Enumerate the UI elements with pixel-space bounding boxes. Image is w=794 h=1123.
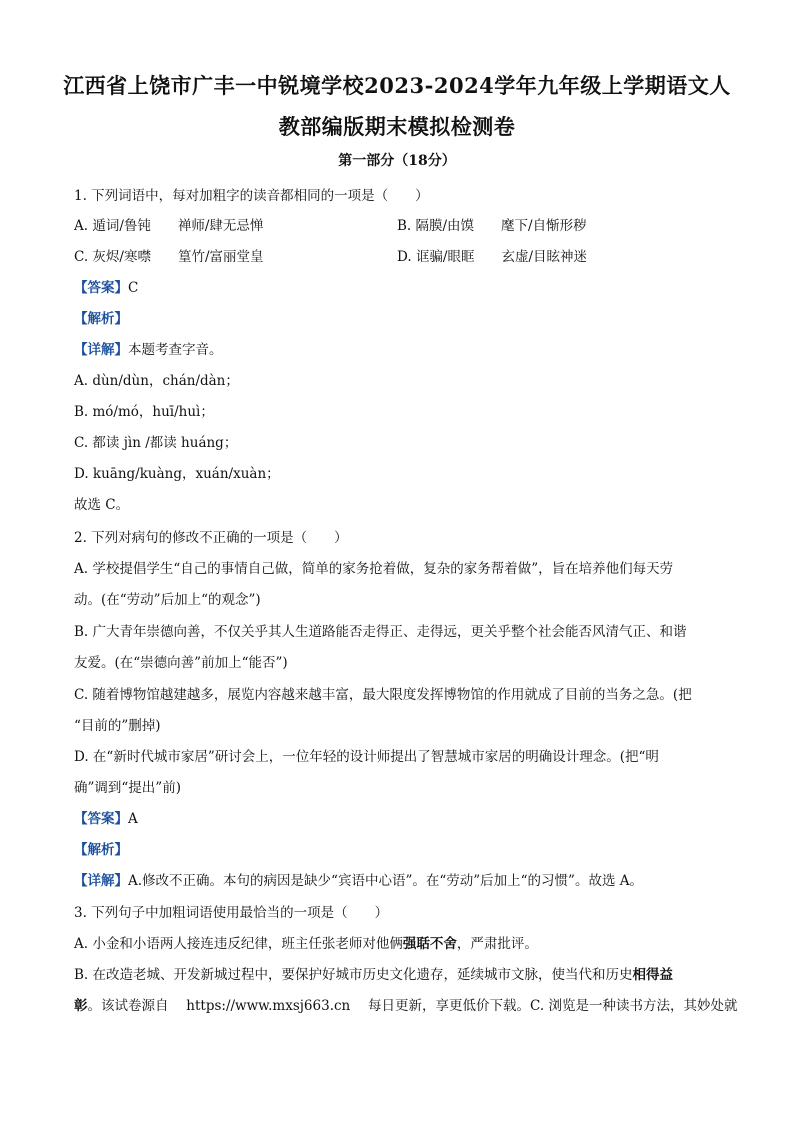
q2-answer	[74, 807, 138, 827]
detail-label: 【详解】	[74, 873, 128, 889]
q2-analysis-label: 【解析】	[74, 842, 128, 858]
q1-option-b: B. 隔膜/由馍 麾下/自惭形秽	[397, 218, 587, 234]
answer-label: 【答案】	[74, 280, 128, 296]
q3-option-b-line2	[74, 994, 737, 1014]
q1-analysis-label: 【解析】	[74, 311, 128, 327]
q2-option-a-line2: 动。(在“劳动”后加上“的观念”)	[74, 592, 261, 608]
q3-option-b-bold-term-end: 彰	[74, 998, 88, 1014]
q3-option-b-text: B. 在改造老城、开发新城过程中，要保护好城市历史文化遗存，延续城市文脉，使当代和历史	[74, 967, 633, 983]
q1-option-a: A. 遁词/鲁钝 禅师/肆无忌惮	[74, 218, 264, 234]
q1-option-d: D. 诓骗/眼眶 玄虚/目眩神迷	[397, 249, 588, 265]
q3-source-line: 。该试卷源自 https://www.mxsj663.cn 每日更新，享更低价下载。C. 浏览是一种读书方法，其妙处就	[87, 998, 738, 1014]
document-title-line-1: 江西省上饶市广丰一中锐境学校2023-2024学年九年级上学期语文人	[63, 73, 731, 98]
answer-value: C	[128, 280, 139, 296]
document-title-line-2: 教部编版期末模拟检测卷	[278, 114, 516, 139]
answer-label: 【答案】	[74, 811, 128, 827]
detail-text: 本题考查字音。	[128, 342, 223, 358]
detail-label: 【详解】	[74, 342, 128, 358]
q2-option-b-line2: 友爱。(在“崇德向善”前加上“能否”)	[74, 655, 288, 671]
q3-option-a	[74, 932, 538, 952]
q1-expl-d: D. kuāng/kuàng，xuán/xuàn；	[74, 466, 280, 482]
q2-option-d-line1: D. 在“新时代城市家居”研讨会上，一位年轻的设计师提出了智慧城市家居的明确设计理念。(把“明	[74, 749, 659, 765]
q3-option-a-bold-term: 强聒不舍	[402, 936, 457, 952]
q3-option-b-line1	[74, 963, 673, 983]
q1-expl-c: C. 都读 jìn /都读 huáng；	[74, 435, 238, 451]
q2-stem: 2. 下列对病句的修改不正确的一项是（ ）	[74, 530, 348, 546]
q1-answer	[74, 276, 138, 296]
q2-option-c-line2: “目前的”删掉)	[74, 718, 161, 734]
q1-expl-b: B. mó/mó，huī/huì；	[74, 404, 214, 420]
q2-option-c-line1: C. 随着博物馆越建越多，展览内容越来越丰富，最大限度发挥博物馆的作用就成了目前的当务之急。(把	[74, 687, 692, 703]
detail-text: A.修改不正确。本句的病因是缺少“宾语中心语”。在“劳动”后加上“的习惯”。故选 A。	[128, 873, 643, 889]
q3-stem: 3. 下列句子中加粗词语使用最恰当的一项是（ ）	[74, 905, 389, 921]
q2-detail	[74, 869, 643, 889]
q1-detail	[74, 338, 223, 358]
q3-option-b-bold-term: 相得益	[632, 967, 674, 983]
answer-value: A	[128, 811, 138, 827]
q1-option-c: C. 灰烬/寒噤 篁竹/富丽堂皇	[74, 249, 264, 265]
q1-conclusion: 故选 C。	[74, 497, 130, 513]
part-heading: 第一部分（18分）	[338, 153, 456, 169]
q3-option-a-text: A. 小金和小语两人接连违反纪律，班主任张老师对他俩	[74, 936, 403, 952]
q2-option-d-line2: 确”调到“提出”前)	[74, 780, 181, 796]
q1-expl-a: A. dùn/dùn，chán/dàn；	[74, 373, 239, 389]
q2-option-b-line1: B. 广大青年崇德向善，不仅关乎其人生道路能否走得正、走得远，更关乎整个社会能否风清气正、和谐	[74, 624, 687, 640]
q1-stem: 1. 下列词语中，每对加粗字的读音都相同的一项是（ ）	[74, 188, 429, 204]
q2-option-a-line1: A. 学校提倡学生“自己的事情自己做，简单的家务抢着做，复杂的家务帮着做”，旨在培养他们每天劳	[74, 561, 674, 577]
q3-option-a-tail: ，严肃批评。	[456, 936, 538, 952]
